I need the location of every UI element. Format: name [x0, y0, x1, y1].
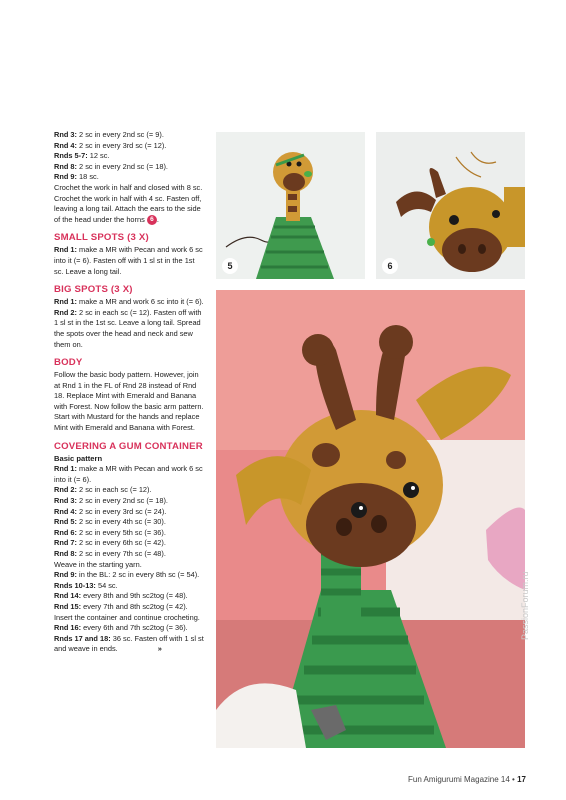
pattern-step: Rnd 4: 2 sc in every 3rd sc (= 12). — [54, 140, 167, 150]
section-title-body: BODY — [54, 357, 83, 369]
page-number: 17 — [517, 775, 526, 784]
photo-number-badge: 5 — [222, 258, 238, 274]
section-title-small-spots: SMALL SPOTS (3 X) — [54, 232, 149, 244]
pattern-step: Rnds 17 and 18: 36 sc. Fasten off with 1 sl st and weave in ends. » — [54, 633, 204, 654]
section-title-big-spots: BIG SPOTS (3 X) — [54, 284, 133, 296]
pattern-step: Rnd 14: every 8th and 9th sc2tog (= 48). — [54, 591, 188, 601]
pattern-step: Rnd 6: 2 sc in every 5th sc (= 36). — [54, 527, 166, 537]
pattern-step: Rnd 16: every 6th and 7th sc2tog (= 36). — [54, 623, 188, 633]
pattern-step: Rnd 3: 2 sc in every 2nd sc (= 18). — [54, 496, 168, 506]
page-footer — [408, 775, 526, 784]
main-giraffe-photo — [216, 290, 525, 748]
pattern-step: Rnd 4: 2 sc in every 3rd sc (= 24). — [54, 506, 167, 516]
giraffe-amigurumi-photo — [216, 290, 525, 748]
photo-number-badge: 6 — [382, 258, 398, 274]
pattern-column — [54, 130, 206, 655]
continue-arrow-icon: » — [157, 644, 162, 654]
pattern-step: Rnds 5-7: 12 sc. — [54, 151, 110, 161]
pattern-step: Rnd 7: 2 sc in every 6th sc (= 42). — [54, 538, 166, 548]
section-title-container: COVERING A GUM CONTAINER — [54, 440, 203, 452]
head-finish-text: Crochet the work in half and closed with 8 sc. Crochet the work in half with 4 sc. Fasten off, leaving a long tail. Attach the ears to the side of the head under the horns 6 . — [54, 182, 203, 224]
pattern-step: Rnd 5: 2 sc in every 4th sc (= 30). — [54, 517, 166, 527]
body-text: Follow the basic body pattern. However, join at Rnd 1 in the FL of Rnd 28 instead of Rnd 18. Replace Mint with Emerald and Banana with Forest. Now follow the basic arm pattern. Start with Mustard for the hands and replace Mint with Emerald and Banana with Forest. — [54, 370, 204, 433]
giraffe-neck-photo — [216, 132, 365, 279]
pattern-step: Rnd 15: every 7th and 8th sc2tog (= 42). — [54, 601, 188, 611]
pattern-step: Rnd 3: 2 sc in every 2nd sc (= 9). — [54, 130, 164, 139]
pattern-step: Insert the container and continue crocheting. — [54, 612, 200, 622]
pattern-step: Rnd 1: make a MR and work 6 sc into it (= 6). — [54, 297, 204, 307]
pattern-step: Rnd 2: 2 sc in each sc (= 12). — [54, 485, 152, 495]
pattern-step: Rnd 1: make a MR with Pecan and work 6 sc into it (= 6). — [54, 464, 203, 484]
giraffe-head-photo — [376, 132, 525, 279]
photo-step-5 — [216, 132, 365, 279]
head-steps — [54, 130, 206, 225]
pattern-step: Weave in the starting yarn. — [54, 559, 142, 569]
pattern-step: Rnd 9: 18 sc. — [54, 172, 99, 182]
pattern-step: Rnds 10-13: 54 sc. — [54, 580, 118, 590]
pattern-step: Rnd 8: 2 sc in every 7th sc (= 48). — [54, 549, 166, 558]
footer-separator: • — [512, 775, 515, 784]
magazine-title: Fun Amigurumi Magazine 14 — [407, 775, 510, 784]
pattern-step: Rnd 8: 2 sc in every 2nd sc (= 18). — [54, 161, 168, 171]
pattern-step: Rnd 2: 2 sc in each sc (= 12). Fasten off with 1 sl st in the 1st sc. Leave a long tail. Spread the spots over the head and neck and sew them on. — [54, 307, 202, 349]
photo-reference-badge: 6 — [147, 215, 157, 225]
section-subtitle: Basic pattern — [54, 453, 103, 463]
photo-step-6 — [376, 132, 525, 279]
pattern-step: Rnd 1: make a MR with Pecan and work 6 sc into it (= 6). Fasten off with 1 sl st in the 1st sc. Leave a long tail. — [54, 245, 203, 276]
site-watermark: PassionForum.ru — [520, 571, 530, 640]
pattern-step: Rnd 9: in the BL: 2 sc in every 8th sc (= 54). — [54, 570, 200, 580]
